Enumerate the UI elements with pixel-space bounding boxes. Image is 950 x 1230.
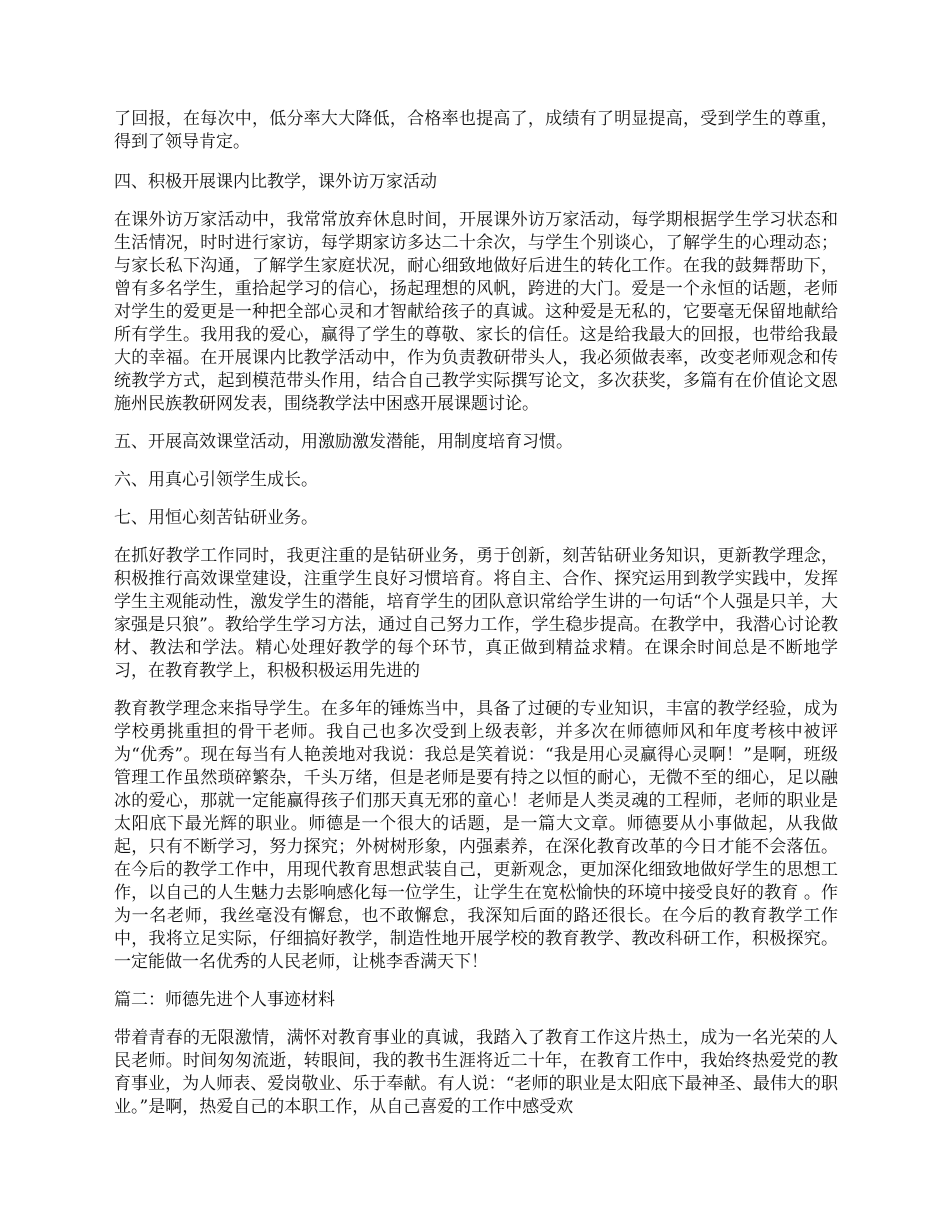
- document-page: [114, 108, 838, 1134]
- article-heading-2: 篇二：师德先进个人事迹材料: [114, 990, 335, 1010]
- section-heading-7: 七、用恒心刻苦钻研业务。: [114, 508, 318, 528]
- section-heading-6: 六、用真心引领学生成长。: [114, 470, 318, 490]
- paragraph-home-visits: 在课外访万家活动中，我常常放弃休息时间，开展课外访万家活动，每学期根据学生学习状态和生活情况，时时进行家访，每学期家访多达二十余次，与学生个别谈心，了解学生的心理动态；与家长私下沟通，了解学生家庭状况，耐心细致地做好后进生的转化工作。在我的鼓舞帮助下，曾有多名学生，重拾起学习的信心，扬起理想的风帆，跨进的大门。爱是一个永恒的话题，老师对学生的爱更是一种把全部心灵和才智献给孩子的真诚。这种爱是无私的，它要毫无保留地献给所有学生。我用我的爱心，赢得了学生的尊敬、家长的信任。这是给我最大的回报，也带给我最大的幸福。在开展课内比教学活动中，作为负责教研带头人，我必须做表率，改变老师观念和传统教学方式，起到模范带头作用，结合自己教学实际撰写论文，多次获奖，多篇有在价值论文恩施州民族教研网发表，围绕教学法中困惑开展课题讨论。: [114, 210, 838, 414]
- paragraph-intro-continuation: 了回报，在每次中，低分率大大降低，合格率也提高了，成绩有了明显提高，受到学生的尊重，得到了领导肯定。: [114, 109, 838, 152]
- section-heading-4: 四、积极开展课内比教学，课外访万家活动: [114, 172, 437, 192]
- paragraph-article-2-intro: 带着青春的无限激情，满怀对教育事业的真诚，我踏入了教育工作这片热土，成为一名光荣的人民老师。时间匆匆流逝，转眼间，我的教书生涯将近二十年，在教育工作中，我始终热爱党的教育事业，为人师表、爱岗敬业、乐于奉献。有人说：“老师的职业是太阳底下最神圣、最伟大的职业。”是啊，热爱自己的本职工作，从自己喜爱的工作中感受欢: [114, 1028, 838, 1117]
- section-heading-5: 五、开展高效课堂活动，用激励激发潜能，用制度培育习惯。: [114, 432, 573, 452]
- paragraph-teaching-philosophy: 教育教学理念来指导学生。在多年的锤炼当中，具备了过硬的专业知识，丰富的教学经验，成为学校勇挑重担的骨干老师。我自己也多次受到上级表彰，并多次在师德师风和年度考核中被评为“优秀”。现在每当有人艳羡地对我说：我总是笑着说：“我是用心灵赢得心灵啊！”是啊，班级管理工作虽然琐碎繁杂，千头万绪，但是老师是要有持之以恒的耐心，无微不至的细心，足以融冰的爱心，那就一定能赢得孩子们那天真无邪的童心！老师是人类灵魂的工程师，老师的职业是太阳底下最光辉的职业。师德是一个很大的话题，是一篇大文章。师德要从小事做起，从我做起，只有不断学习，努力探究；外树树形象，内强素养，在深化教育改革的今日才能不会落伍。在今后的教学工作中，用现代教育思想武装自己，更新观念，更加深化细致地做好学生的思想工作，以自己的人生魅力去影响感化每一位学生，让学生在宽松愉快的环境中接受良好的教育 。作为一名老师，我丝毫没有懈怠，也不敢懈怠，我深知后面的路还很长。在今后的教育教学工作中，我将立足实际，仔细搞好教学，制造性地开展学校的教育教学、教改科研工作，积极探究。一定能做一名优秀的人民老师，让桃李香满天下！: [114, 699, 838, 972]
- paragraph-research: 在抓好教学工作同时，我更注重的是钻研业务，勇于创新，刻苦钻研业务知识，更新教学理念，积极推行高效课堂建设，注重学生良好习惯培育。将自主、合作、探究运用到教学实践中，发挥学生主观能动性，激发学生的潜能，培育学生的团队意识常给学生讲的一句话“个人强是只羊，大家强是只狼”。教给学生学习方法，通过自己努力工作，学生稳步提高。在教学中，我潜心讨论教材、教法和学法。精心处理好教学的每个环节，真正做到精益求精。在课余时间总是不断地学习，在教育教学上，积极积极运用先进的: [114, 546, 838, 681]
